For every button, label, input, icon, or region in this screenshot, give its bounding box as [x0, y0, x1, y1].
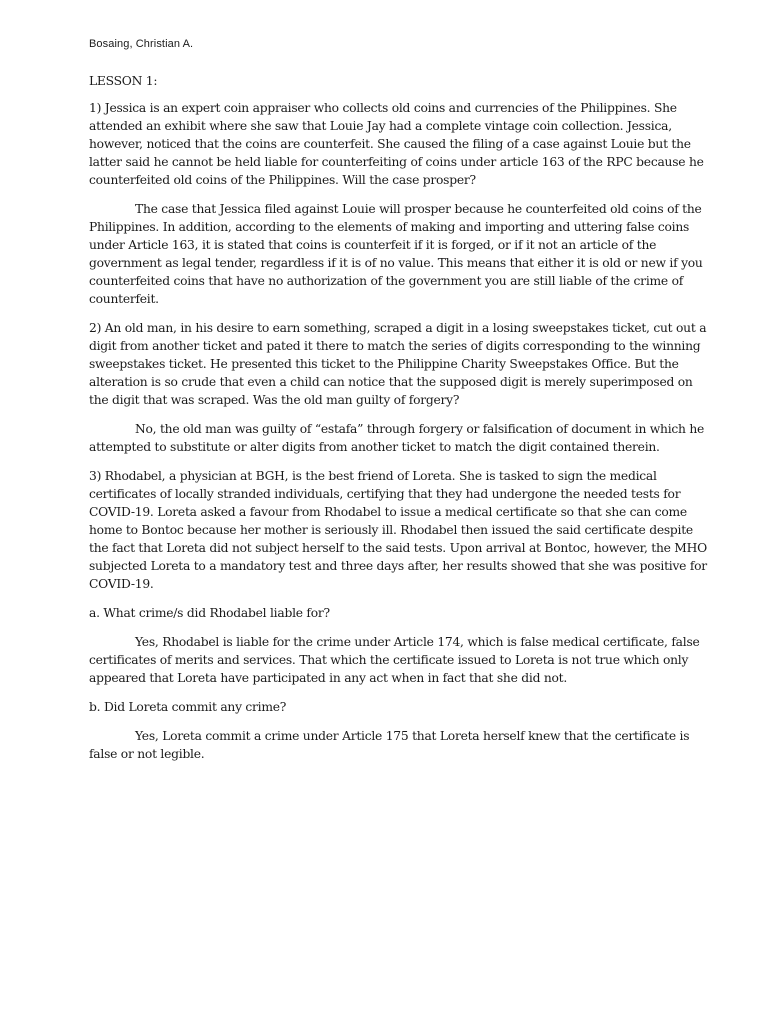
answer-3b: Yes, Loreta commit a crime under Article 175 that Loreta herself knew that the certificate is false or not legible.: [89, 729, 690, 761]
answer-3a: Yes, Rhodabel is liable for the crime under Article 174, which is false medical certificate, false certificates of merits and services. That which the certificate issued to Loreta is not true which only appeared that Loreta have participated in any act when in fact that she did not.: [89, 635, 700, 685]
document-body: [89, 72, 708, 763]
question-3a: a. What crime/s did Rhodabel liable for?: [89, 606, 330, 620]
lesson-title: LESSON 1:: [89, 74, 158, 88]
author-name: Bosaing, Christian A.: [89, 38, 194, 50]
question-2: 2) An old man, in his desire to earn something, scraped a digit in a losing sweepstakes ticket, cut out a digit from another ticket and pated it there to match the series of digits corresponding to the winning sweepstakes ticket. He presented this ticket to the Philippine Charity Sweepstakes Office. But the alteration is so crude that even a child can notice that the supposed digit is merely superimposed on the digit that was scraped. Was the old man guilty of forgery?: [89, 321, 707, 407]
question-3: 3) Rhodabel, a physician at BGH, is the best friend of Loreta. She is tasked to sign the medical certificates of locally stranded individuals, certifying that they had undergone the needed tests for COVID-19. Loreta asked a favour from Rhodabel to issue a medical certificate so that she can come home to Bontoc because her mother is seriously ill. Rhodabel then issued the said certificate despite the fact that Loreta did not subject herself to the said tests. Upon arrival at Bontoc, however, the MHO subjected Loreta to a mandatory test and three days after, her results showed that she was positive for COVID-19.: [89, 469, 707, 591]
question-3b: b. Did Loreta commit any crime?: [89, 700, 287, 714]
answer-2: No, the old man was guilty of “estafa” through forgery or falsification of document in which he attempted to substitute or alter digits from another ticket to match the digit contained therein.: [89, 422, 705, 454]
answer-1: The case that Jessica filed against Louie will prosper because he counterfeited old coins of the Philippines. In addition, according to the elements of making and importing and uttering false coins under Article 163, it is stated that coins is counterfeit if it is forged, or if it not an article of the government as legal tender, regardless if it is of no value. This means that either it is old or new if you counterfeited coins that have no authorization of the government you are still liable of the crime of counterfeit.: [89, 202, 703, 306]
question-1: 1) Jessica is an expert coin appraiser who collects old coins and currencies of the Philippines. She attended an exhibit where she saw that Louie Jay had a complete vintage coin collection. Jessica, however, noticed that the coins are counterfeit. She caused the filing of a case against Louie but the latter said he cannot be held liable for counterfeiting of coins under article 163 of the RPC because he counterfeited old coins of the Philippines. Will the case prosper?: [89, 101, 704, 187]
